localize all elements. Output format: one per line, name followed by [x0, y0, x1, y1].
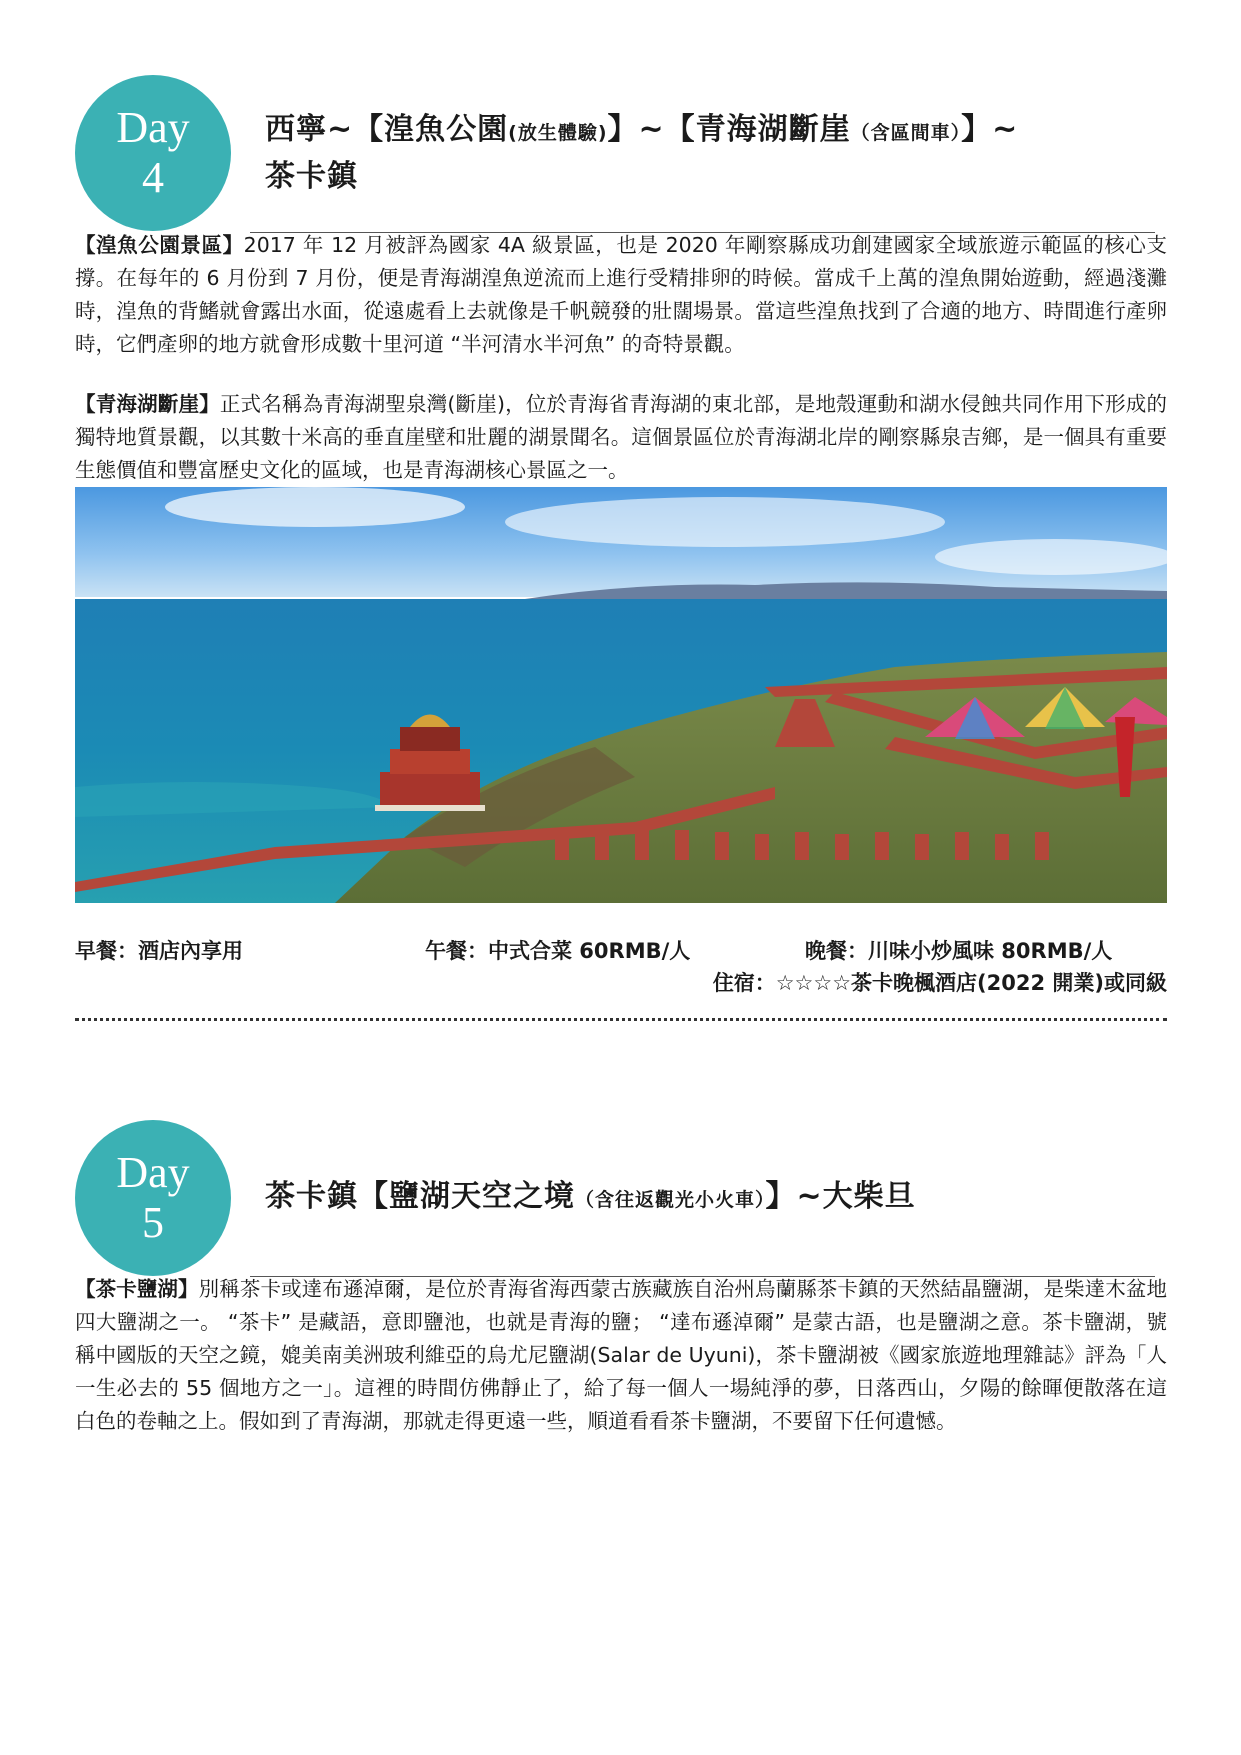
- day4-badge-number: 4: [142, 153, 164, 202]
- day4-badge-word: Day: [116, 103, 190, 152]
- day4-paragraph-fish-park: [75, 229, 1167, 361]
- day5-paragraph-salt-lake-text: 別稱茶卡或達布遜淖爾，是位於青海省海西蒙古族藏族自治州烏蘭縣茶卡鎮的天然結晶鹽湖，是柴達木盆地四大鹽湖之一。 “茶卡” 是藏語，意即鹽池，也就是青海的鹽； “達布遜淖爾” 是蒙古語，也是鹽湖之意。茶卡鹽湖，號稱中國版的天空之鏡，媲美南美洲玻利維亞的烏尤尼鹽湖(Salar de Uyuni)，茶卡鹽湖被《國家旅遊地理雜誌》評為「人一生必去的 55 個地方之一」。這裡的時間仿佛靜止了，給了每一個人一場純淨的夢，日落西山，夕陽的餘暉便散落在這白色的卷軸之上。假如到了青海湖，那就走得更遠一些，順道看看茶卡鹽湖，不要留下任何遺憾。: [75, 1277, 1168, 1433]
- day5-badge-number: 5: [142, 1198, 164, 1247]
- day4-separator: [75, 1018, 1167, 1021]
- day5-paragraph-salt-lake: [75, 1273, 1167, 1438]
- day4-paragraph-fish-park-heading: 【湟魚公園景區】: [75, 233, 244, 257]
- day5-paragraph-salt-lake-heading: 【茶卡鹽湖】: [75, 1277, 199, 1301]
- day4-lunch: 午餐：中式合菜 60RMB/人: [425, 939, 691, 963]
- day4-hotel: 住宿：☆☆☆☆茶卡晚楓酒店(2022 開業)或同級: [712, 971, 1167, 995]
- day4-paragraph-cliff: [75, 388, 1167, 487]
- day4-breakfast: 早餐：酒店內享用: [75, 939, 243, 963]
- day5-badge-word: Day: [116, 1148, 190, 1197]
- day5-badge: [75, 1120, 231, 1276]
- day4-title-line1: 西寧~【湟魚公園(放生體驗)】~【青海湖斷崖（含區間車）】~: [265, 112, 1019, 147]
- qinghai-lake-cliff-photo: [75, 487, 1167, 903]
- day5-title: 茶卡鎮【鹽湖天空之境（含往返觀光小火車）】~大柴旦: [265, 1179, 916, 1214]
- day4-paragraph-cliff-heading: 【青海湖斷崖】: [75, 392, 220, 416]
- day4-badge: [75, 75, 231, 231]
- day4-title-line2: 茶卡鎮: [265, 159, 358, 194]
- day4-dinner: 晚餐：川味小炒風味 80RMB/人: [805, 939, 1113, 963]
- day4-title: [265, 108, 1165, 199]
- day4-paragraph-cliff-text: 正式名稱為青海湖聖泉灣(斷崖)，位於青海省青海湖的東北部，是地殼運動和湖水侵蝕共同作用下形成的獨特地質景觀，以其數十米高的垂直崖壁和壯麗的湖景聞名。這個景區位於青海湖北岸的剛察縣泉吉鄉，是一個具有重要生態價值和豐富歷史文化的區域，也是青海湖核心景區之一。: [75, 392, 1168, 482]
- day4-paragraph-fish-park-text: 2017 年 12 月被評為國家 4A 級景區，也是 2020 年剛察縣成功創建國家全域旅遊示範區的核心支撐。在每年的 6 月份到 7 月份，便是青海湖湟魚逆流而上進行受精排卵的時候。當成千上萬的湟魚開始遊動，經過淺灘時，湟魚的背鰭就會露出水面，從遠處看上去就像是千帆競發的壯闊場景。當這些湟魚找到了合適的地方、時間進行產卵時，它們產卵的地方就會形成數十里河道 “半河清水半河魚” 的奇特景觀。: [75, 233, 1168, 356]
